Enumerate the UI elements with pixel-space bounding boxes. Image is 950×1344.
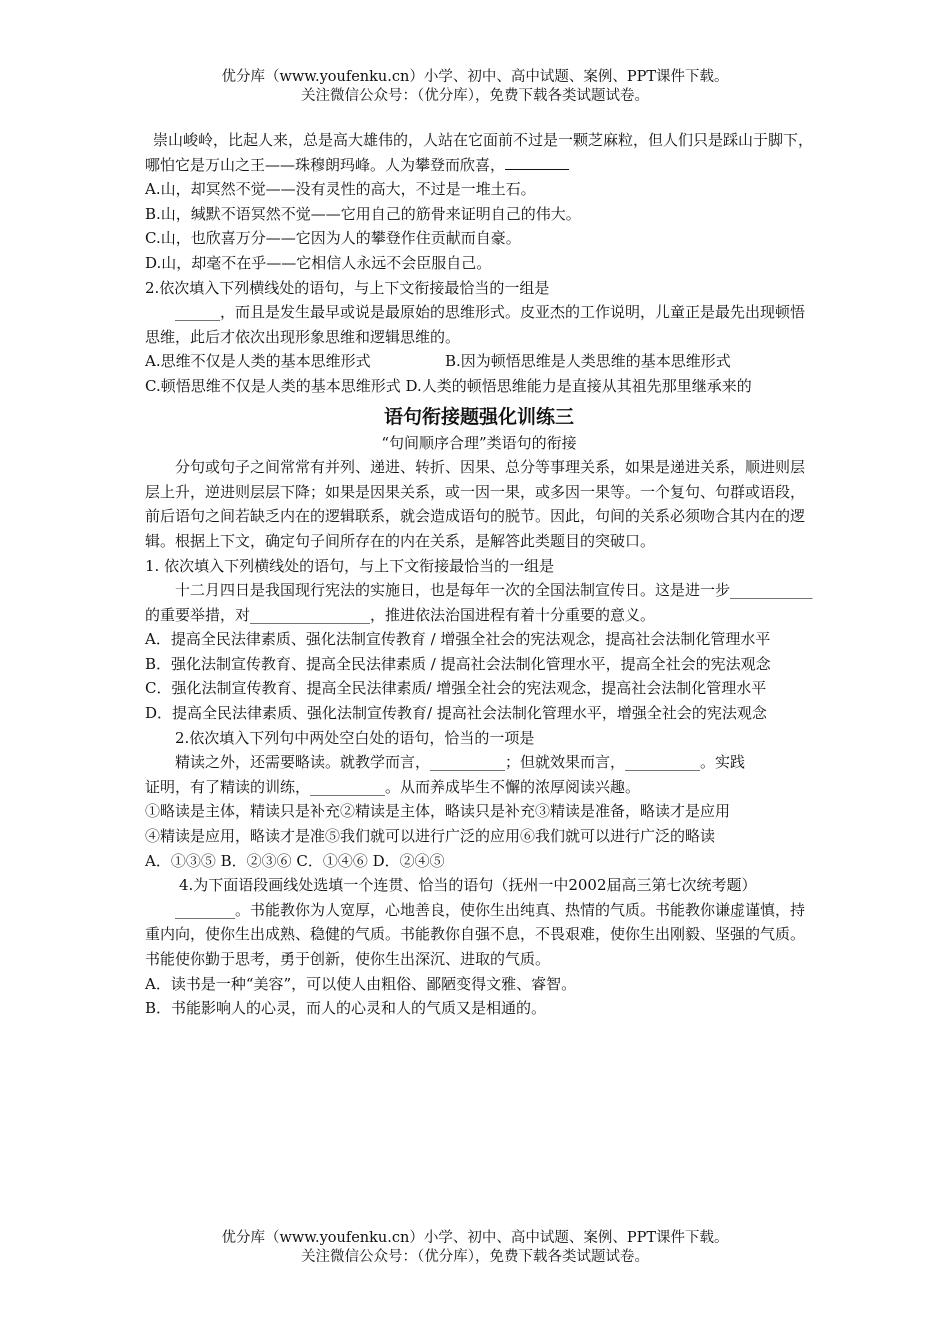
header-line-2: 关注微信公众号：（优分库），免费下载各类试题试卷。: [301, 88, 649, 104]
answer-blank: [505, 155, 569, 170]
q1-option-a: A．提高全民法律素质、强化法制宣传教育 / 增强全社会的宪法观念，提高社会法制化管理水平: [145, 630, 771, 649]
q2b-line-1: 精读之外，还需要略读。就教学而言，__________；但就效果而言，__________。实践: [175, 753, 746, 772]
header-line-1: 优分库（www.youfenku.cn）小学、初中、高中试题、案例、PPT课件下载。: [221, 69, 729, 85]
document-body: [145, 128, 813, 1021]
page-header: [0, 68, 950, 106]
q1-option-c: C．强化法制宣传教育、提高全民法律素质/ 增强全社会的宪法观念，提高社会法制化管理水平: [145, 679, 767, 698]
question-2-options-ab: [145, 349, 813, 374]
footer-line-1: 优分库（www.youfenku.cn）小学、初中、高中试题、案例、PPT课件下载。: [221, 1230, 729, 1246]
q1-option-d: D．提高全民法律素质、强化法制宣传教育/ 提高社会法制化管理水平，增强全社会的宪法观念: [145, 704, 767, 723]
question-2-stem: 2.依次填入下列横线处的语句，与上下文衔接最恰当的一组是: [145, 278, 550, 297]
q1-stem: 1. 依次填入下列横线处的语句，与上下文衔接最恰当的一组是: [145, 556, 555, 575]
q1-option-b: B．强化法制宣传教育、提高全民法律素质 / 提高社会法制化管理水平，提高全社会的宪法观念: [145, 654, 771, 673]
q4-passage: ________。书能教你为人宽厚，心地善良，使你生出纯真、热情的气质。书能教你谦虚谨慎，持重内向，使你生出成熟、稳健的气质。书能教你自强不息，不畏艰难，使你生出刚毅、坚强的气质。书能使你勤于思考，勇于创新，使你生出深沉、进取的气质。: [145, 900, 806, 968]
option-b: B.山，缄默不语冥然不觉——它用自己的筋骨来证明自己的伟大。: [145, 204, 581, 223]
section-subtitle: “句间顺序合理”类语句的衔接: [381, 433, 577, 452]
q2b-stem: 2.依次填入下列句中两处空白处的语句，恰当的一项是: [175, 728, 535, 747]
q2b-choices-1: ①略读是主体，精读只是补充②精读是主体，略读只是补充③精读是准备，略读才是应用: [145, 802, 731, 821]
q2b-choices-2: ④精读是应用，略读才是准⑤我们就可以进行广泛的应用⑥我们就可以进行广泛的略读: [145, 827, 716, 846]
q2-option-a: A.思维不仅是人类的基本思维形式: [145, 352, 371, 371]
q1-passage: 十二月四日是我国现行宪法的实施日，也是每年一次的全国法制宣传日。这是进一步___________的重要举措，对________________，推进依法治国进程有着十分重要的意义。: [145, 581, 813, 624]
q4-option-b: B．书能影响人的心灵，而人的心灵和人的气质又是相通的。: [145, 999, 547, 1018]
q2b-line-2: 证明，有了精读的训练，__________。从而养成毕生不懈的浓厚阅读兴趣。: [145, 777, 641, 796]
option-d: D.山，却毫不在乎——它相信人永远不会臣服自己。: [145, 253, 492, 272]
q2-option-b: B.因为顿悟思维是人类思维的基本思维形式: [445, 352, 731, 371]
page-footer: [0, 1229, 950, 1267]
footer-line-2: 关注微信公众号：（优分库），免费下载各类试题试卷。: [301, 1249, 649, 1265]
option-a: A.山，却冥然不觉——没有灵性的高大，不过是一堆土石。: [145, 180, 536, 199]
q2b-answers: A．①③⑤ B．②③⑥ C．①④⑥ D．②④⑤: [145, 851, 445, 870]
q4-option-a: A．读书是一种“美容”，可以使人由粗俗、鄙陋变得文雅、睿智。: [145, 974, 577, 993]
passage-mountain: 崇山峻岭，比起人来，总是高大雄伟的，人站在它面前不过是一颗芝麻粒，但人们只是踩山于脚下，哪怕它是万山之王——珠穆朗玛峰。人为攀登而欣喜，: [145, 131, 814, 174]
question-2-options-cd: C.顿悟思维不仅是人类的基本思维形式 D.人类的顿悟思维能力是直接从其祖先那里继承来的: [145, 376, 752, 395]
option-c: C.山，也欣喜万分——它因为人的攀登作住贡献而自豪。: [145, 229, 521, 248]
q4-stem: 4.为下面语段画线处选填一个连贯、恰当的语句（抚州一中2002届高三第七次统考题）: [179, 876, 757, 895]
question-2-passage: ______，而且是发生最早或说是最原始的思维形式。皮亚杰的工作说明，儿童正是最先出现顿悟思维，此后才依次出现形象思维和逻辑思维的。: [145, 303, 806, 346]
section-intro: 分句或句子之间常常有并列、递进、转折、因果、总分等事理关系，如果是递进关系，顺进则层层上升，逆进则层层下降；如果是因果关系，或一因一果，或多因一果等。一个复句、句群或语段，前后语句之间若缺乏内在的逻辑联系，就会造成语句的脱节。因此，句间的关系必须吻合其内在的逻辑。根据上下文，确定句子间所存在的内在关系，是解答此类题目的突破口。: [145, 458, 806, 550]
section-title: 语句衔接题强化训练三: [383, 405, 574, 428]
